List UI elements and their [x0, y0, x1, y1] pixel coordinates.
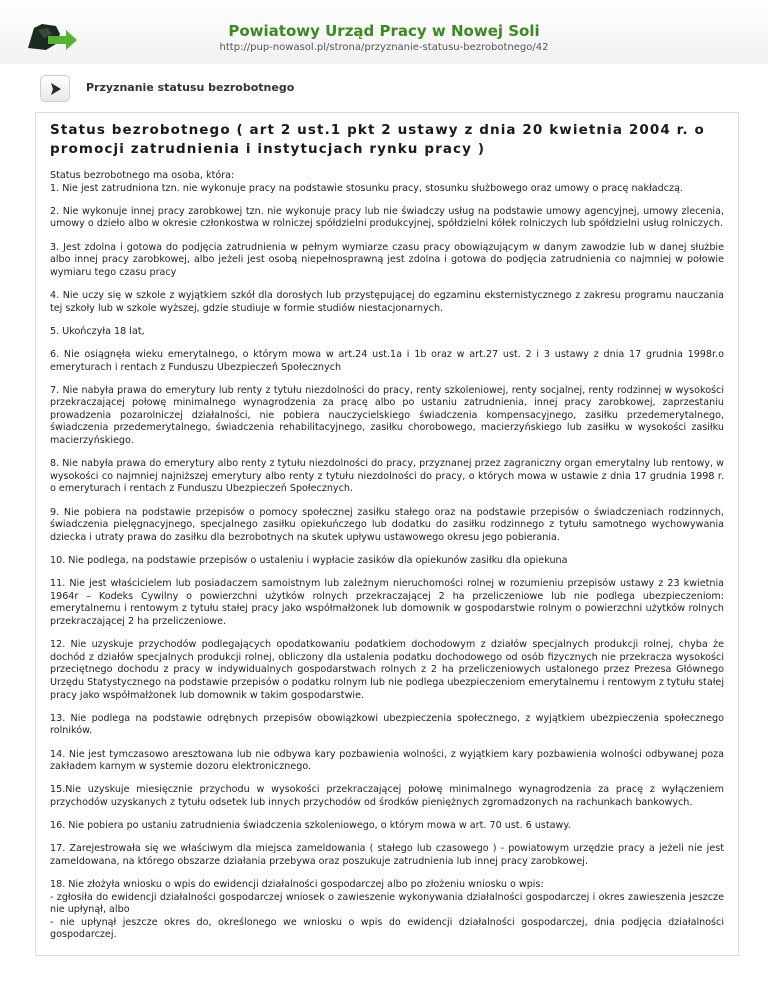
list-item: 2. Nie wykonuje innej pracy zarobkowej tzn. nie wykonuje pracy lub nie świadczy usług na podstawie umowy agencyjnej, umowy zlecenia, umowy o dzieło albo w okresie członkostwa w rolniczej spółdzielni produkcyjnej, spółdzielni kółek rolniczych lub spółdzielni usług rolniczych. — [50, 205, 724, 230]
list-item: 15.Nie uzyskuje miesięcznie przychodu w wysokości przekraczającej połowę minimalnego wynagrodzenia za pracę z wyłączeniem przychodów uzyskanych z tytułu odsetek lub innych przychodów od środków pieniężnych zgromadzonych na rachunkach bankowych. — [50, 784, 724, 808]
list-item: 3. Jest zdolna i gotowa do podjęcia zatrudnienia w pełnym wymiarze czasu pracy obowiązującym w danym zawodzie lub w danej służbie albo innej pracy zarobkowej, albo jeżeli jest osobą niepełnosprawną jest zdolna i gotowa do podjęcia zatrudnienia co najmniej w połowie wymiaru tego czasu pracy — [50, 241, 724, 278]
list-item: 6. Nie osiągnęła wieku emerytalnego, o którym mowa w art.24 ust.1a i 1b oraz w art.27 ust. 2 i 3 ustawy z dnia 17 grudnia 1998r.o emeryturach i rentach z Funduszu Ubezpieczeń Społecznych — [50, 348, 724, 373]
list-item — [50, 879, 724, 942]
item-18-line-1: 18. Nie złożyła wniosku o wpis do ewidencji działalności gospodarczej albo po złożeniu wniosku o wpis: — [50, 879, 544, 891]
list-item — [50, 170, 724, 195]
article-heading: Status bezrobotnego ( art 2 ust.1 pkt 2 ustawy z dnia 20 kwietnia 2004 r. o promocji zatrudnienia i instytucjach rynku pracy ) — [50, 122, 705, 157]
site-title[interactable]: Powiatowy Urząd Pracy w Nowej Soli — [228, 22, 540, 40]
list-item: 17. Zarejestrowała się we właściwym dla miejsca zameldowania ( stałego lub czasowego ) - powiatowym urzędzie pracy a jeżeli nie jest zameldowana, na którego obszarze działania przebywa oraz poszukuje zatrudnienia lub innej pracy zarobkowej. — [50, 843, 724, 867]
item-1-text: 1. Nie jest zatrudniona tzn. nie wykonuje pracy na podstawie stosunku pracy, stosunku służbowego oraz umowy o pracę nakładczą. — [50, 182, 683, 194]
site-header — [0, 0, 768, 64]
page-url: http://pup-nowasol.pl/strona/przyznanie-statusu-bezrobotnego/42 — [219, 42, 549, 53]
list-item: 11. Nie jest właścicielem lub posiadaczem samoistnym lub zależnym nieruchomości rolnej w rozumieniu przepisów ustawy z 23 kwietnia 1964r – Kodeks Cywilny o powierzchni użytków rolnych przekraczającej 2 ha przeliczeniowe lub nie podlega ubezpieczeniom: emerytalnemu i rentowym z tytułu stałej pracy jako współmałżonek lub domownik w gospodarstwie rolnym o powierzchni użytków rolnych przekraczającej 2 ha przeliczeniowe. — [50, 578, 724, 627]
list-item: 9. Nie pobiera na podstawie przepisów o pomocy społecznej zasiłku stałego oraz na podstawie przepisów o świadczeniach rodzinnych, świadczenia pielęgnacyjnego, specjalnego zasiłku opiekuńczego lub dodatku do zasiłku rodzinnego z tytułu samotnego wychowywania dziecka i utraty prawa do zasiłku dla bezrobotnych na skutek upływu ustawowego okresu jego pobierania. — [50, 506, 724, 543]
list-item: 13. Nie podlega na podstawie odrębnych przepisów obowiązkowi ubezpieczenia społecznego, z wyjątkiem ubezpieczenia społecznego rolników. — [50, 712, 724, 737]
list-item: 4. Nie uczy się w szkole z wyjątkiem szkół dla dorosłych lub przystępującej do egzaminu eksternistycznego z zakresu programu nauczania tej szkoły lub w szkole wyższej, gdzie studiuje w formie studiów niestacjonarnych. — [50, 289, 724, 314]
list-item: 12. Nie uzyskuje przychodów podlegających opodatkowaniu podatkiem dochodowym z działów specjalnych produkcji rolnej, chyba że dochód z działów specjalnych produkcji rolnej, obliczony dla ustalenia podatku dochodowego od osób fizycznych nie przekracza wysokości przeciętnego dochodu z pracy w indywidualnych gospodarstwach rolnych z 2 ha przeliczeniowych ustalonego przez Prezesa Głównego Urzędu Statystycznego na podstawie przepisów o podatku rolnym lub nie podlega ubezpieczeniom emerytalnemu i rentowym z tytułu stałej pracy jako współmałżonek lub domownik w takim gospodarstwie. — [50, 639, 724, 701]
list-item: 8. Nie nabyła prawa do emerytury albo renty z tytułu niezdolności do pracy, przyznanej przez zagraniczny organ emerytalny lub rentowy, w wysokości co najmniej najniższej emerytury albo renty z tytułu niezdolności do pracy, o których mowa w ustawie z dnia 17 grudnia 1998 r. o emeryturach i rentach z Funduszu Ubezpieczeń Społecznych. — [50, 458, 724, 495]
list-item: 16. Nie pobiera po ustaniu zatrudnienia świadczenia szkoleniowego, o którym mowa w art. 70 ust. 6 ustawy. — [50, 820, 571, 832]
list-item: 5. Ukończyła 18 lat, — [50, 325, 145, 337]
article-body — [35, 112, 739, 956]
arrow-right-icon — [50, 83, 62, 95]
list-item: 7. Nie nabyła prawa do emerytury lub renty z tytułu niezdolności do pracy, renty szkoleniowej, renty socjalnej, renty rodzinnej w wysokości przekraczającej połowę minimalnego wynagrodzenia za pracę albo po ustaniu zatrudnienia, innej pracy zarobkowej, zaprzestaniu prowadzenia pozarolniczej działalności, nie pobiera nauczycielskiego świadczenia kompensacyjnego, zasiłku przedemerytalnego, świadczenia przedemerytalnego, świadczenia rehabilitacyjnego, zasiłku chorobowego, macierzyńskiego lub zasiłku w wysokości zasiłku macierzyńskiego. — [50, 384, 724, 447]
breadcrumb-label: Przyznanie statusu bezrobotnego — [86, 81, 295, 94]
intro-text: Status bezrobotnego ma osoba, która: — [50, 170, 235, 181]
list-item: 10. Nie podlega, na podstawie przepisów o ustaleniu i wypłacie zasików dla opiekunów zasiłku dla opiekuna — [50, 555, 568, 566]
breadcrumb-arrow-button[interactable] — [40, 75, 70, 102]
item-18-line-3: - nie upłynął jeszcze okres do, określonego we wniosku o wpis do ewidencji działalności gospodarczej, dnia podjęcia działalności gospodarczej. — [50, 916, 724, 941]
item-18-line-2: - zgłosiła do ewidencji działalności gospodarczej wniosek o zawieszenie wykonywania działalności gospodarczej i okres zawieszenia jeszcze nie upłynął, albo — [50, 891, 724, 916]
list-item: 14. Nie jest tymczasowo aresztowana lub nie odbywa kary pozbawienia wolności, z wyjątkiem kary pozbawienia wolności odbywanej poza zakładem karnym w systemie dozoru elektronicznego. — [50, 748, 724, 773]
